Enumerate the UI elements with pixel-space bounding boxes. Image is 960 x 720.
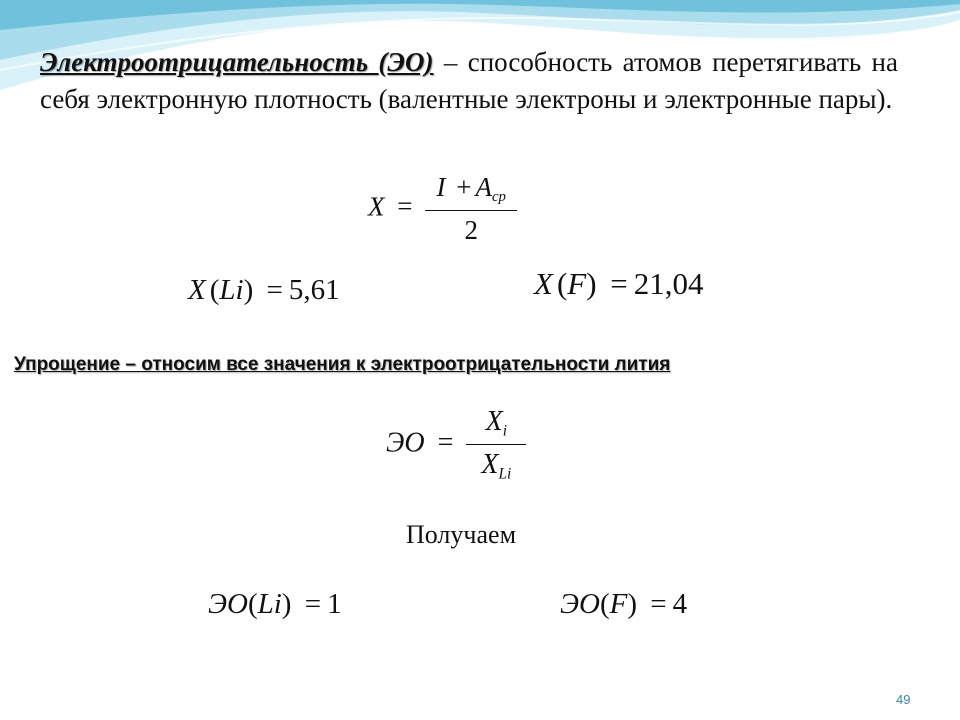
numerator-a: A — [475, 172, 492, 202]
x-li-arg: Li — [219, 274, 244, 306]
simplification-heading: Упрощение – относим все значения к электроотрицательности лития — [14, 354, 671, 375]
eo-fraction — [466, 406, 526, 484]
eo-li-arg: Li — [257, 588, 282, 620]
formula-eo-ratio: ЭО = $\frac{X_i}{X_{Li}}$ — [386, 406, 526, 484]
x-li-func: X — [188, 274, 206, 306]
numerator-i: I — [436, 172, 446, 202]
page-number: 49 — [896, 692, 911, 707]
eo-den-x: X — [481, 449, 499, 481]
eo-lhs: ЭО — [386, 427, 425, 459]
definition-text: – способность атомов перетягивать на себя электронную плотность (валентные электроны и электронные пары). — [40, 47, 898, 114]
x-li-value: 5,61 — [288, 274, 340, 306]
formula-x-lhs: X — [368, 191, 385, 222]
x-f-func: X — [534, 266, 553, 301]
eo-f-func: ЭО — [560, 588, 600, 620]
formula-x-li: X (Li) = 5,61 — [188, 274, 340, 306]
definition-term: Электроотрицательность (ЭО) — [40, 47, 434, 77]
x-f-arg: F — [567, 266, 587, 301]
eo-f-value: 4 — [672, 588, 688, 620]
eo-li-value: 1 — [327, 588, 342, 620]
result-label: Получаем — [406, 520, 517, 549]
formula-x-fraction — [425, 172, 517, 246]
formula-x-f: X (F) = 21,04 — [534, 266, 704, 301]
numerator-plus: + — [456, 172, 472, 202]
eo-num-sub: i — [502, 422, 508, 440]
eo-num-x: X — [485, 406, 503, 437]
eo-f-arg: F — [609, 588, 628, 620]
formula-eo-f: ЭО(F) = 4 — [560, 588, 688, 620]
equals-sign: = — [397, 191, 413, 222]
eo-den-sub: Li — [498, 465, 512, 483]
formula-eo-li: ЭО(Li) = 1 — [208, 588, 342, 620]
x-f-value: 21,04 — [633, 266, 704, 301]
formula-electronegativity — [368, 172, 517, 246]
eo-li-func: ЭО — [208, 588, 248, 620]
denominator-2: 2 — [464, 215, 478, 246]
definition-paragraph — [40, 44, 898, 118]
numerator-a-subscript: ср — [491, 189, 506, 206]
